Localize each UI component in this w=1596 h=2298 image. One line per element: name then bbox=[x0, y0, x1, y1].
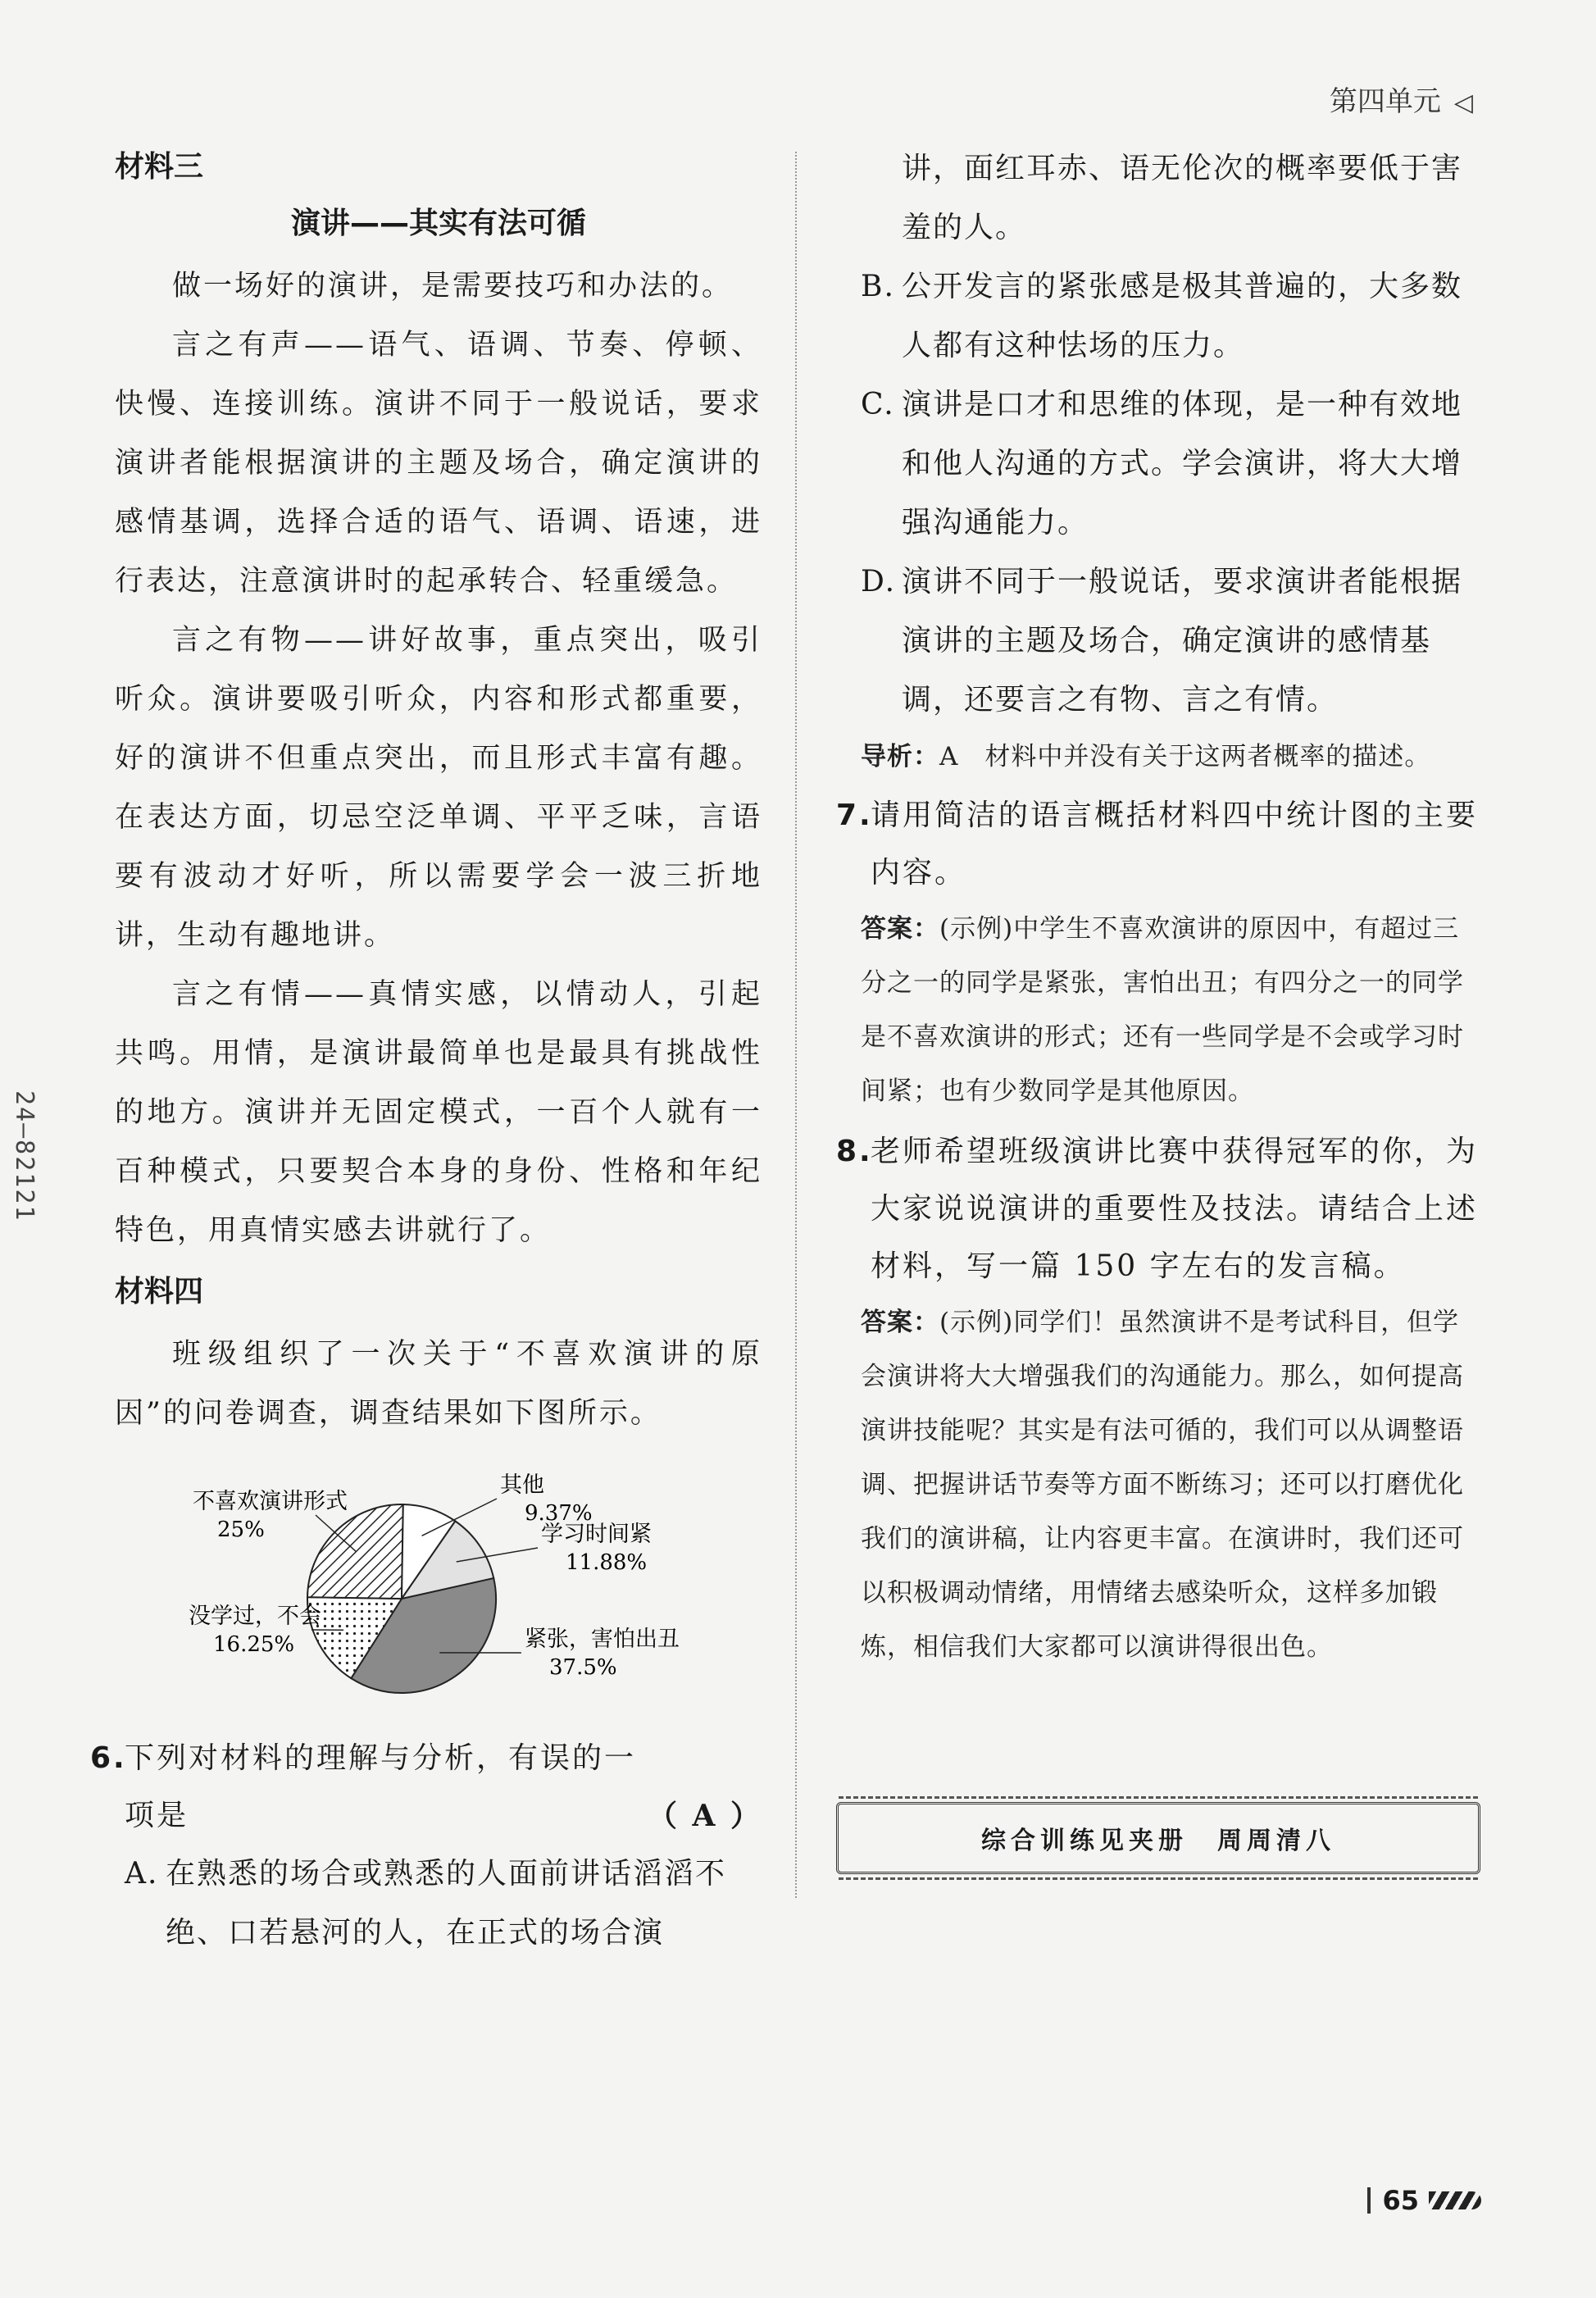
material3-para-1: 做一场好的演讲，是需要技巧和办法的。 bbox=[172, 270, 734, 303]
unit-header bbox=[1330, 79, 1473, 119]
option-a-text: 在熟悉的场合或熟悉的人面前讲话滔滔不绝、口若悬河的人，在正式的场合演 bbox=[166, 1857, 727, 1950]
pie-label-1: 没学过，不会 bbox=[189, 1604, 321, 1629]
pie-chart bbox=[115, 1468, 762, 1713]
guide-note bbox=[828, 730, 1480, 784]
practice-banner bbox=[836, 1802, 1480, 1874]
material3-para-4: 言之有情——真情实感，以情动人，引起共鸣。用情，是演讲最简单也是最具有挑战性的地方。演讲并无固定模式，一百个人就有一百种模式，只要契合本身的身份、性格和年纪特色，用真情实感去讲就行了。 bbox=[115, 978, 762, 1247]
question-7-answer bbox=[828, 902, 1480, 1118]
material3-para-3: 言之有物——讲好故事，重点突出，吸引听众。演讲要吸引听众，内容和形式都重要，好的演讲不但重点突出，而且形式丰富有趣。在表达方面，切忌空泛单调、平平乏味，言语要有波动才好听，所以需要学会一波三折地讲，生动有趣地讲。 bbox=[115, 624, 762, 952]
option-c bbox=[828, 375, 1480, 553]
pie-label-3: 其他 bbox=[500, 1472, 544, 1498]
question-8 bbox=[836, 1123, 1480, 1295]
pie-value-3: 9.37% bbox=[525, 1501, 593, 1526]
material3-title: 演讲——其实有法可循 bbox=[290, 207, 586, 240]
option-c-text: 演讲是口才和思维的体现，是一种有效地和他人沟通的方式。学会演讲，将大大增强沟通能力。 bbox=[902, 388, 1463, 539]
question-7-number: 7. bbox=[836, 799, 873, 832]
page-number bbox=[1367, 2185, 1481, 2216]
pie-label-2: 不喜欢演讲形式 bbox=[193, 1489, 348, 1514]
question-8-answer bbox=[828, 1295, 1480, 1674]
triangle-marker-icon: ◁ bbox=[1453, 89, 1473, 117]
pie-label-0: 紧张，害怕出丑 bbox=[525, 1627, 680, 1652]
left-column bbox=[90, 143, 762, 1963]
question-6-text: 下列对材料的理解与分析，有误的一项是 bbox=[125, 1741, 637, 1832]
option-c-label: C. bbox=[861, 388, 895, 421]
question-8-number: 8. bbox=[836, 1135, 873, 1168]
pie-label-4: 学习时间紧 bbox=[541, 1522, 652, 1547]
option-a bbox=[125, 1845, 762, 1963]
question-7 bbox=[836, 787, 1480, 902]
option-b-label: B. bbox=[861, 270, 895, 303]
material3-heading: 材料三 bbox=[115, 150, 204, 184]
question-6-answer: （ A ） bbox=[648, 1799, 762, 1833]
question-6-number: 6. bbox=[90, 1741, 127, 1775]
material4-heading: 材料四 bbox=[115, 1275, 204, 1308]
pie-chart-svg bbox=[115, 1468, 762, 1713]
right-column bbox=[828, 139, 1480, 1674]
question-7-answer-label: 答案： bbox=[861, 914, 939, 944]
pie-value-0: 37.5% bbox=[549, 1655, 617, 1680]
question-7-answer-text: (示例)中学生不喜欢演讲的原因中，有超过三分之一的同学是紧张，害怕出丑；有四分之一的同学是不喜欢演讲的形式；还有一些同学是不会或学习时间紧；也有少数同学是其他原因。 bbox=[861, 914, 1464, 1106]
pie-value-4: 11.88% bbox=[566, 1550, 648, 1575]
option-d bbox=[828, 553, 1480, 730]
guide-label: 导析： bbox=[861, 742, 939, 771]
option-d-label: D. bbox=[861, 565, 897, 598]
question-7-text: 请用简洁的语言概括材料四中统计图的主要内容。 bbox=[871, 799, 1479, 890]
page-number-bar bbox=[1367, 2187, 1371, 2214]
guide-text: A 材料中并没有关于这两者概率的描述。 bbox=[939, 742, 1431, 771]
banner-border-top bbox=[839, 1796, 1478, 1799]
unit-title: 第四单元 bbox=[1329, 85, 1441, 118]
material4-para: 班级组织了一次关于“不喜欢演讲的原因”的问卷调查，调查结果如下图所示。 bbox=[115, 1338, 762, 1430]
option-b bbox=[828, 257, 1480, 375]
option-b-text: 公开发言的紧张感是极其普遍的，大多数人都有这种怯场的压力。 bbox=[902, 270, 1463, 362]
question-6 bbox=[90, 1730, 762, 1845]
side-code: 24—82121 bbox=[10, 1090, 39, 1222]
page-number-stripes-icon bbox=[1429, 2191, 1481, 2209]
pie-value-1: 16.25% bbox=[213, 1632, 295, 1657]
question-8-text: 老师希望班级演讲比赛中获得冠军的你，为大家说说演讲的重要性及技法。请结合上述材料，写一篇 150 字左右的发言稿。 bbox=[871, 1135, 1479, 1283]
column-divider bbox=[795, 152, 797, 1898]
option-a-text-cont: 讲，面红耳赤、语无伦次的概率要低于害羞的人。 bbox=[902, 152, 1463, 244]
option-a-continued bbox=[828, 139, 1480, 257]
option-d-text: 演讲不同于一般说话，要求演讲者能根据演讲的主题及场合，确定演讲的感情基调，还要言之有物、言之有情。 bbox=[902, 565, 1463, 717]
page-number-text: 65 bbox=[1382, 2185, 1419, 2216]
banner-border-bottom bbox=[839, 1877, 1478, 1880]
pie-value-2: 25% bbox=[217, 1518, 265, 1542]
material3-para-2: 言之有声——语气、语调、节奏、停顿、快慢、连接训练。演讲不同于一般说话，要求演讲者能根据演讲的主题及场合，确定演讲的感情基调，选择合适的语气、语调、语速，进行表达，注意演讲时的起承转合、轻重缓急。 bbox=[115, 329, 762, 598]
option-a-label: A. bbox=[125, 1857, 159, 1891]
question-8-answer-label: 答案： bbox=[861, 1308, 939, 1337]
question-8-answer-text: (示例)同学们！虽然演讲不是考试科目，但学会演讲将大大增强我们的沟通能力。那么，如何提高演讲技能呢？其实是有法可循的，我们可以从调整语调、把握讲话节奏等方面不断练习；还可以打磨优化我们的演讲稿，让内容更丰富。在演讲时，我们还可以积极调动情绪，用情绪去感染听众，这样多加锻炼，相信我们大家都可以演讲得很出色。 bbox=[861, 1308, 1464, 1662]
banner-text: 综合训练见夹册 周周清八 bbox=[981, 1827, 1335, 1855]
